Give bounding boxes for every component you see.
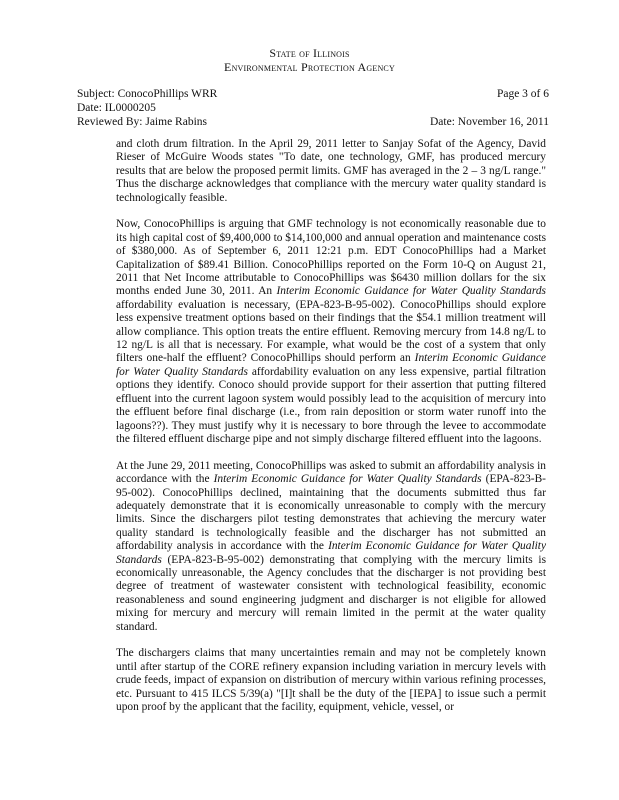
document-body: [116, 138, 546, 714]
paragraph-4: [116, 647, 546, 714]
agency-heading: Environmental Protection Agency: [224, 60, 395, 74]
paragraph-1-text: and cloth drum filtration. In the April 29, 2011 letter to Sanjay Sofat of the Agency, David Rieser of McGuire Woods states "To date, one technology, GMF, has produced mercury results that are below the proposed permit limits. GMF has averaged in the 2 – 3 ng/L range." Thus the discharge acknowledges that compliance with the mercury water quality standard is technologically feasible.: [116, 138, 546, 204]
paragraph-2-citation-2: Interim Economic Guidance for Water Quality Standards: [116, 352, 546, 378]
paragraph-2: [116, 218, 546, 446]
review-date: Date: November 16, 2011: [429, 116, 549, 128]
reviewer-row: [77, 115, 549, 129]
paragraph-3-citation-2: Interim Economic Guidance for Water Quality Standards: [116, 540, 546, 566]
paragraph-3: [116, 460, 546, 634]
permit-id-text: Date: IL0000205: [77, 102, 156, 114]
permit-row: [77, 101, 549, 115]
state-heading: State of Illinois: [269, 46, 350, 60]
memo-header: [77, 87, 549, 129]
paragraph-4-text: The dischargers claims that many uncertainties remain and may not be completely known until after startup of the CORE refinery expansion including variation in mercury levels with crude feeds, impact of expansion on distribution of mercury within various refining processes, etc. Pursuant to 415 ILCS 5/39(a) "[I]t shall be the duty of the [IEPA] to issue such a permit upon proof by the applicant that the facility, equipment, vehicle, vessel, or: [116, 647, 546, 714]
paragraph-2-text-b: affordability evaluation is necessary, (EPA-823-B-95-002). ConocoPhillips should explore less expensive treatment options based on their findings that the $54.1 million treatment will allow compliance. This option treats the entire effluent. Removing mercury from 14.8 ng/L to 12 ng/L is all that is necessary. For example, what would be the cost of a system that only filters one-half the effluent? ConocoPhillips should perform an: [116, 298, 546, 365]
paragraph-2-citation-1: Interim Economic Guidance for Water Quality Standards: [276, 285, 546, 298]
paragraph-3-citation-1: Interim Economic Guidance for Water Quality Standards: [213, 473, 482, 486]
paragraph-3-text-c: (EPA-823-B-95-002) demonstrating that complying with the mercury limits is economically unreasonable, the Agency concludes that the discharger is not providing best degree of treatment of wastewater consistent with technological feasibility, economic reasonableness and sound engineering judgment and discharger is not eligible for allowed mixing for mercury and mercury will remain limited in the permit at the water quality standard.: [116, 553, 546, 633]
paragraph-2-text-c: affordability evaluation on any less expensive, partial filtration options they identify. Conoco should provide support for their assertion that putting filtered effluent into the current lagoon system would possibly lead to the acquisition of mercury into the effluent before final discharge (i.e., from rain deposition or storm water runoff into the lagoons??). They must justify why it is necessary to bore through the levee to accommodate the filtered effluent discharge pipe and not simply discharge filtered effluent into the lagoons.: [116, 365, 546, 445]
subject-row: [77, 87, 549, 101]
paragraph-3-text-a: At the June 29, 2011 meeting, ConocoPhillips was asked to submit an affordability analysis in accordance with the: [116, 459, 546, 486]
paragraph-3-text-b: (EPA-823-B-95-002). ConocoPhillips declined, maintaining that the documents submitted thus far adequately demonstrate that it is economically unreasonable to comply with the mercury limits. Since the dischargers pilot testing demonstrates that achieving the mercury water quality standard is technologically feasible and the discharger has not submitted an affordability analysis in accordance with the: [116, 473, 546, 553]
paragraph-1: [116, 138, 546, 205]
subject-text: Subject: ConocoPhillips WRR: [77, 88, 218, 100]
paragraph-2-text-a: Now, ConocoPhillips is arguing that GMF technology is not economically reasonable due to its high capital cost of $9,400,000 to $14,100,000 and annual operation and maintenance costs of $380,000. As of September 6, 2011 12:21 p.m. EDT ConocoPhillips had a Market Capitalization of $89.41 Billion. ConocoPhillips reported on the Form 10-Q on August 21, 2011 that Net Income attributable to ConocoPhillips was $6430 million dollars for the six months ended June 30, 2011. An: [116, 218, 546, 298]
page-number: Page 3 of 6: [496, 88, 549, 100]
reviewer-text: Reviewed By: Jaime Rabins: [77, 116, 207, 128]
